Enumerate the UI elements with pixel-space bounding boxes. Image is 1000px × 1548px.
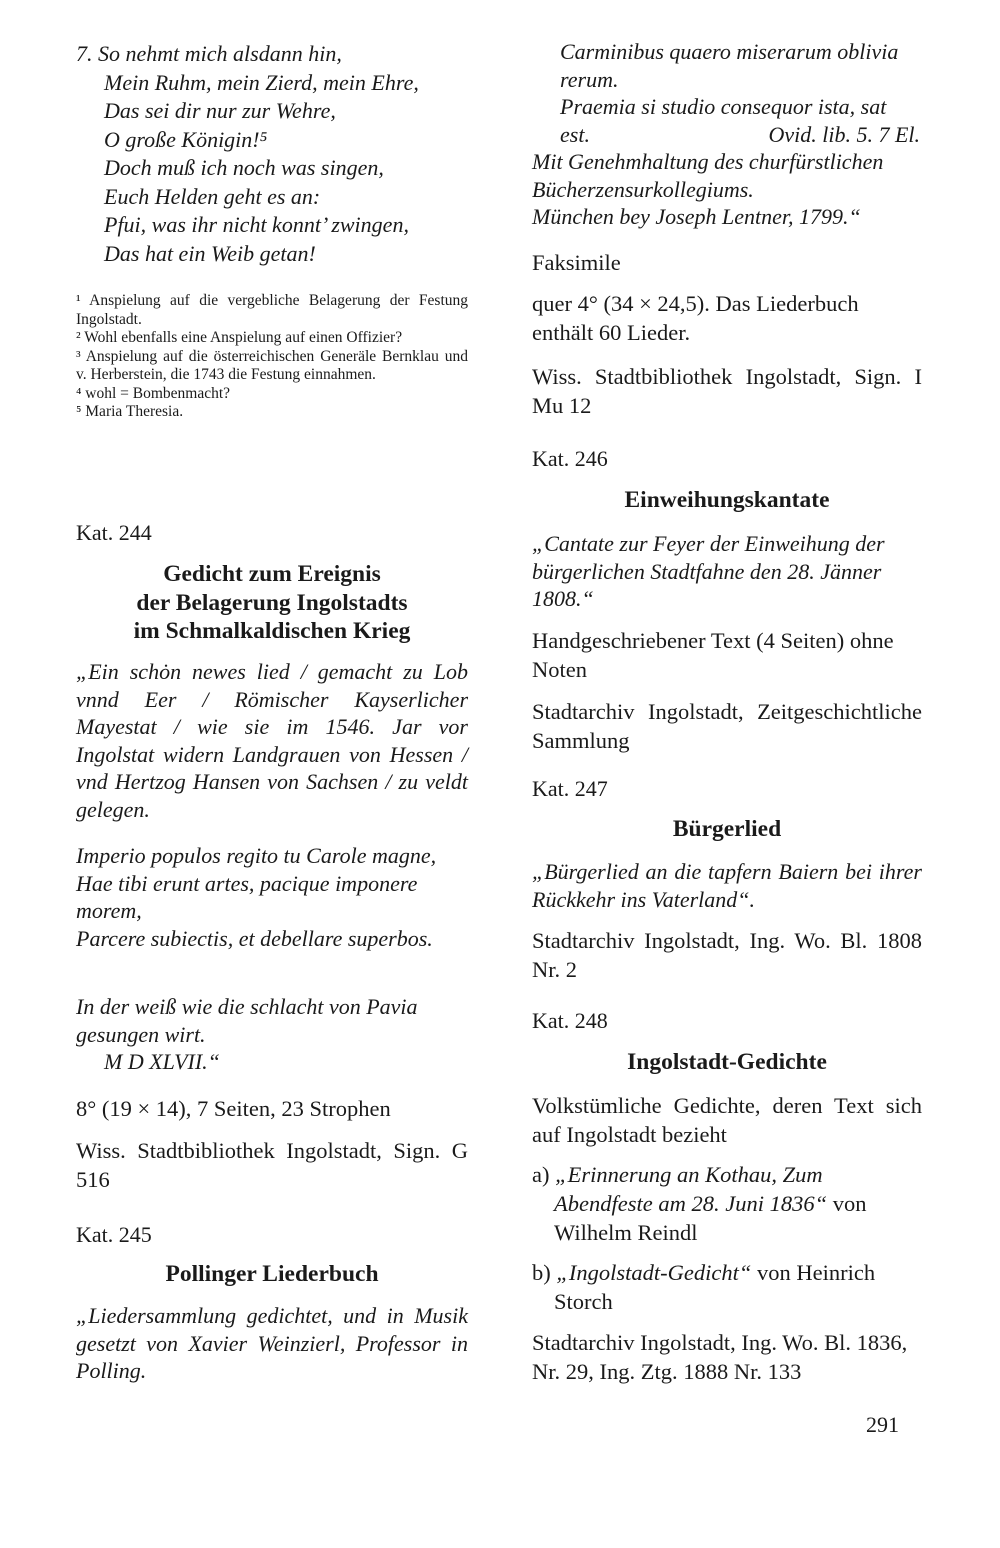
item-author: von Heinrich Storch: [554, 1260, 876, 1314]
item-label: b): [532, 1260, 557, 1285]
poem-line: Doch muß ich noch was singen,: [104, 155, 384, 180]
kat-246-title: Einweihungskantate: [624, 487, 830, 513]
kat-246-quote: „Cantate zur Feyer der Einweihung der bürgerlichen Stadtfahne den 28. Jänner 1808.“: [532, 531, 885, 611]
kat-245-quote: „Liedersammlung gedichtet, und in Musik gesetzt von Xavier Weinzierl, Professor in Polling.: [76, 1303, 468, 1383]
kat-244-quote: „Ein schȯn newes lied / gemacht zu Lob vnnd Eer / Römischer Kayserlicher Mayestat / wie sie im 1546. Jar vor Ingolstat widern Landgrauen von Hessen / vnd Hertzog Hansen von Sachsen / zu veldt gelegen.: [76, 659, 468, 822]
kat-245-continuation: [532, 38, 922, 231]
footnote: ³ Anspielung auf die österreichischen Generäle Bernklau und v. Herberstein, die 1743 die Festung einnahmen.: [76, 347, 468, 383]
kat-245-number: Kat. 245: [76, 1222, 152, 1247]
title-line: Gedicht zum Ereignis: [163, 561, 381, 587]
item-label: a): [532, 1162, 556, 1187]
kat-248-item-a: [532, 1160, 922, 1247]
poem-line: O große Königin!⁵: [104, 126, 268, 152]
kat-247-number: Kat. 247: [532, 776, 608, 801]
kat-248-number: Kat. 248: [532, 1008, 608, 1033]
approval-line: Mit Genehmhaltung des churfürstlichen Bücherzensurkollegiums.: [532, 149, 884, 202]
kat-248-description: Volkstümliche Gedichte, deren Text sich auf Ingolstadt bezieht: [532, 1093, 922, 1147]
kat-247-title: Bürgerlied: [672, 816, 782, 842]
kat-248-title: Ingolstadt-Gedichte: [627, 1049, 827, 1075]
ovid-ref: Ovid. lib. 5. 7 El.: [768, 121, 920, 147]
latin-line: Parcere subiectis, et debellare superbos.: [76, 925, 433, 951]
poem-stanza-7: [76, 40, 468, 268]
poem-line: Das hat ein Weib getan!: [104, 240, 316, 266]
poem-line: Pfui, was ihr nicht konnt’ zwingen,: [104, 212, 409, 237]
ovid-citation: [532, 121, 922, 149]
latin-line: Imperio populos regito tu Carole magne,: [76, 843, 437, 868]
title-line: im Schmalkaldischen Krieg: [133, 618, 411, 644]
kat-244-melody: [76, 993, 468, 1076]
footnote: ⁵ Maria Theresia.: [76, 403, 184, 420]
kat-247-quote: „Bürgerlied an die tapfern Baiern bei ihrer Rückkehr ins Vaterland“.: [532, 859, 922, 912]
date-line: M D XLVII.“: [104, 1049, 220, 1074]
kat-244-format: 8° (19 × 14), 7 Seiten, 23 Strophen: [76, 1096, 391, 1121]
page-number: 291: [866, 1412, 899, 1437]
kat-248-location: Stadtarchiv Ingolstadt, Ing. Wo. Bl. 1836, Nr. 29, Ing. Ztg. 1888 Nr. 133: [532, 1330, 908, 1384]
item-quote: „Ingolstadt-Gedicht“: [556, 1260, 752, 1285]
footnotes: [76, 292, 468, 422]
melody-line: In der weiß wie die schlacht von Pavia gesungen wirt.: [76, 994, 418, 1047]
poem-line: Euch Helden geht es an:: [104, 183, 321, 209]
poem-line: 7. So nehmt mich alsdann hin,: [76, 41, 342, 66]
footnote: ¹ Anspielung auf die vergebliche Belagerung der Festung Ingolstadt.: [76, 292, 468, 328]
kat-245-format: quer 4° (34 × 24,5). Das Liederbuch enthält 60 Lieder.: [532, 291, 859, 345]
footnote: ⁴ wohl = Bombenmacht?: [76, 384, 231, 402]
kat-244-location: Wiss. Stadtbibliothek Ingolstadt, Sign. G 516: [76, 1138, 468, 1192]
kat-248-item-b: [532, 1258, 922, 1316]
kat-246-number: Kat. 246: [532, 446, 608, 471]
imprint-line: München bey Joseph Lentner, 1799.“: [532, 204, 861, 229]
poem-line: Das sei dir nur zur Wehre,: [104, 98, 336, 123]
kat-247-location: Stadtarchiv Ingolstadt, Ing. Wo. Bl. 1808 Nr. 2: [532, 928, 922, 982]
footnote: ² Wohl ebenfalls eine Anspielung auf einen Offizier?: [76, 329, 403, 346]
kat-246-description: Handgeschriebener Text (4 Seiten) ohne Noten: [532, 628, 894, 682]
item-author: von Wilhelm Reindl: [554, 1191, 867, 1245]
kat-245-location: Wiss. Stadtbibliothek Ingolstadt, Sign. I Mu 12: [532, 364, 922, 418]
kat-244-latin: [76, 842, 468, 952]
kat-244-title: [76, 560, 468, 646]
item-quote: „Erinnerung an Kothau, Zum Abendfeste am 28. Juni 1836“: [554, 1162, 828, 1216]
latin-line: Carminibus quaero miserarum oblivia rerum.: [560, 39, 899, 92]
title-line: der Belagerung Ingolstadts: [136, 589, 408, 616]
ovid-est: est.: [560, 121, 590, 147]
poem-line: Mein Ruhm, mein Zierd, mein Ehre,: [104, 69, 419, 95]
kat-244-number: Kat. 244: [76, 520, 152, 545]
kat-246-location: Stadtarchiv Ingolstadt, Zeitgeschichtliche Sammlung: [532, 699, 922, 753]
faksimile-label: Faksimile: [532, 250, 621, 275]
kat-245-title: Pollinger Liederbuch: [165, 1261, 379, 1287]
latin-line: Hae tibi erunt artes, pacique imponere morem,: [76, 870, 418, 923]
latin-line: Praemia si studio consequor ista, sat: [560, 94, 887, 119]
